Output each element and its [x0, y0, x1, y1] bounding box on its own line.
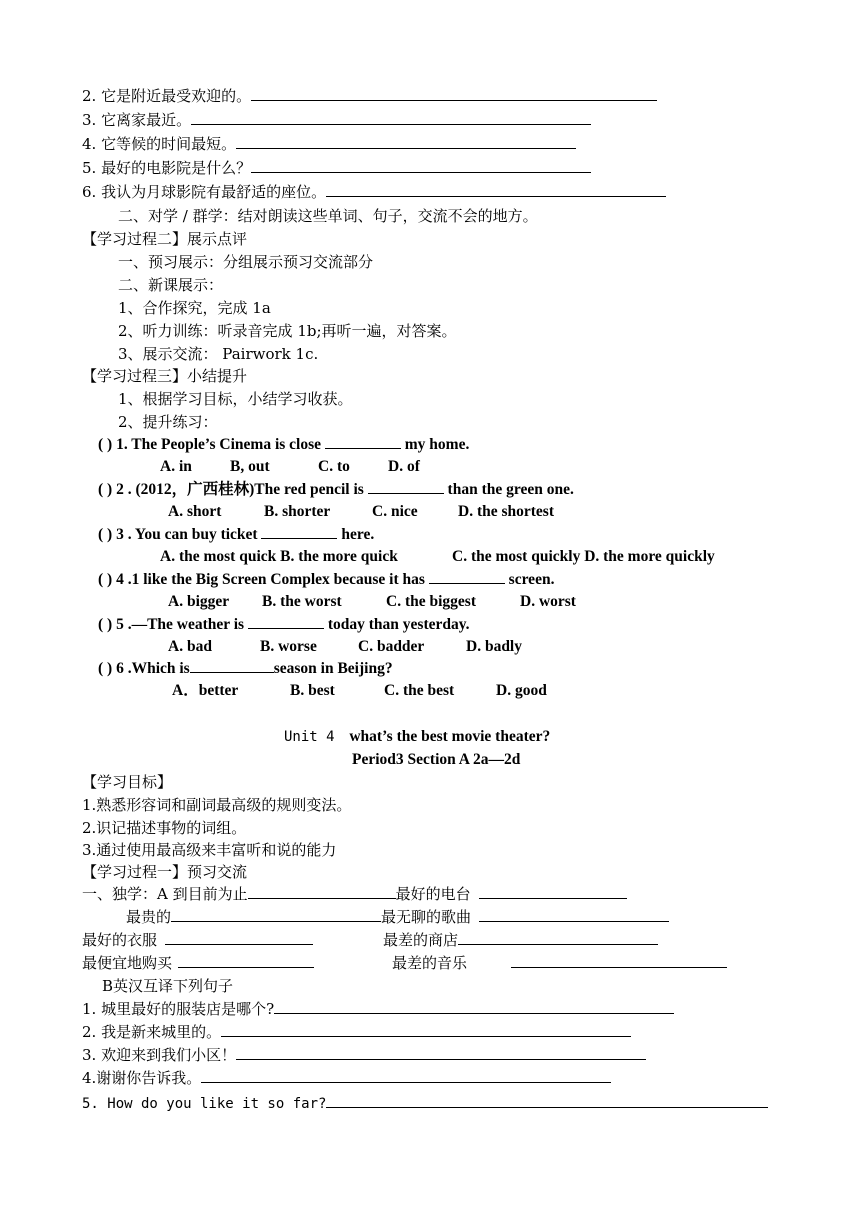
answer-blank[interactable] [511, 953, 727, 968]
sentence-text: 4.谢谢你告诉我。 [82, 1069, 202, 1087]
goals-title: 【学习目标】 [82, 773, 173, 791]
answer-blank[interactable] [236, 1045, 646, 1060]
question-2 [98, 479, 574, 500]
option-c[interactable]: C. to [318, 458, 350, 475]
unit-title: what’s the best movie theater? [349, 728, 551, 745]
answer-paren[interactable]: ( ) [98, 571, 113, 588]
question-stem: 3 . You can buy ticket [116, 526, 258, 543]
vocab-label: 一、独学：A 到目前为止 [82, 885, 248, 903]
question-6-options [172, 681, 547, 701]
option-d[interactable]: D. good [496, 682, 547, 699]
vocab-label: 最无聊的歌曲 [381, 908, 472, 926]
practice-step: 2、提升练习： [118, 413, 218, 431]
new-lesson-display: 二、新课展示： [118, 276, 224, 294]
answer-blank[interactable] [190, 658, 274, 673]
question-stem-end: my home. [404, 436, 470, 453]
unit-number: Unit 4 [284, 729, 335, 745]
sentence-line-4 [82, 134, 576, 154]
option-b[interactable]: B. best [290, 682, 335, 699]
sentence-line-6 [82, 182, 666, 202]
option-d[interactable]: D. badly [466, 638, 522, 655]
option-a-b[interactable]: A. the most quick B. the more quick [160, 548, 398, 565]
step-1c: 3、展示交流： Pairwork 1c. [118, 345, 319, 363]
answer-blank[interactable] [274, 999, 674, 1014]
answer-blank[interactable] [191, 110, 591, 125]
answer-paren[interactable]: ( ) [98, 526, 113, 543]
answer-paren[interactable]: ( ) [98, 660, 113, 677]
question-stem-end: here. [341, 526, 375, 543]
option-c[interactable]: C. nice [372, 503, 418, 520]
sentence-text: 2. 它是附近最受欢迎的。 [82, 87, 252, 105]
option-a[interactable]: A. in [160, 458, 192, 475]
option-d[interactable]: D. worst [520, 593, 576, 610]
sentence-text: 6. 我认为月球影院有最舒适的座位。 [82, 183, 327, 201]
translate-2 [82, 1022, 631, 1042]
question-stem: 1. The People’s Cinema is close [116, 436, 322, 453]
option-c[interactable]: C. the biggest [386, 593, 476, 610]
unit-heading [284, 726, 550, 747]
summary-step: 1、根据学习目标，小结学习收获。 [118, 390, 353, 408]
translate-5 [82, 1093, 768, 1114]
answer-blank[interactable] [248, 884, 396, 899]
sentence-text: 4. 它等候的时间最短。 [82, 135, 237, 153]
sentence-text: 3. 它离家最近。 [82, 111, 192, 129]
question-stem-end: today than yesterday. [327, 616, 470, 633]
option-b[interactable]: B. the worst [262, 593, 342, 610]
question-4 [98, 569, 554, 590]
option-a[interactable]: A. short [168, 503, 222, 520]
question-3-options [160, 547, 715, 567]
question-6 [98, 658, 393, 679]
question-2-options [168, 502, 554, 522]
vocab-label: 最差的音乐 [392, 954, 468, 972]
question-stem: 4 .1 like the Big Screen Complex because it has [116, 571, 425, 588]
process-two-title: 【学习过程二】展示点评 [82, 230, 248, 248]
answer-blank[interactable] [165, 930, 313, 945]
vocab-row-4 [82, 953, 727, 973]
translate-title: B英汉互译下列句子 [102, 977, 234, 995]
sentence-text: 5. How do you like it so far? [82, 1096, 327, 1112]
question-stem-end: than the green one. [447, 481, 574, 498]
answer-blank[interactable] [251, 158, 591, 173]
process-three-title: 【学习过程三】小结提升 [82, 367, 248, 385]
answer-paren[interactable]: ( ) [98, 481, 113, 498]
sentence-line-3 [82, 110, 591, 130]
answer-blank[interactable] [248, 614, 324, 629]
question-1 [98, 434, 469, 455]
vocab-label: 最贵的 [126, 908, 172, 926]
sentence-text: 1. 城里最好的服装店是哪个? [82, 1000, 275, 1018]
answer-blank[interactable] [325, 434, 401, 449]
option-d[interactable]: D. of [388, 458, 420, 475]
option-a[interactable]: A．better [172, 682, 239, 699]
answer-paren[interactable]: ( ) [98, 616, 113, 633]
question-stem-end: season in Beijing? [273, 660, 393, 677]
answer-blank[interactable] [261, 524, 337, 539]
answer-blank[interactable] [429, 569, 505, 584]
answer-blank[interactable] [368, 479, 444, 494]
goal-2: 2.识记描述事物的词组。 [82, 819, 247, 837]
vocab-row-1 [82, 884, 627, 904]
option-a[interactable]: A. bigger [168, 593, 230, 610]
answer-blank[interactable] [326, 182, 666, 197]
vocab-row-2 [126, 907, 669, 927]
vocab-label: 最好的电台 [395, 885, 471, 903]
question-5 [98, 614, 470, 635]
question-stem: 2 . (2012，广西桂林)The red pencil is [116, 481, 364, 498]
answer-blank[interactable] [201, 1068, 611, 1083]
question-3 [98, 524, 374, 545]
translate-4 [82, 1068, 611, 1088]
answer-blank[interactable] [458, 930, 658, 945]
step-1a: 1、合作探究，完成 1a [118, 299, 271, 317]
answer-blank[interactable] [251, 86, 657, 101]
sentence-text: 3. 欢迎来到我们小区！ [82, 1046, 237, 1064]
option-d[interactable]: D. the shortest [458, 503, 554, 520]
process-one-title: 【学习过程一】预习交流 [82, 863, 248, 881]
question-1-options [160, 457, 420, 477]
option-b[interactable]: B. shorter [264, 503, 331, 520]
question-4-options [168, 592, 576, 612]
goal-3: 3.通过使用最高级来丰富听和说的能力 [82, 841, 337, 859]
preview-display: 一、预习展示：分组展示预习交流部分 [118, 253, 374, 271]
sentence-line-5 [82, 158, 591, 178]
translate-3 [82, 1045, 646, 1065]
answer-blank[interactable] [479, 907, 669, 922]
answer-blank[interactable] [236, 134, 576, 149]
answer-blank[interactable] [171, 907, 381, 922]
sentence-text: 5. 最好的电影院是什么？ [82, 159, 252, 177]
option-b[interactable]: B. worse [260, 638, 317, 655]
goal-1: 1.熟悉形容词和副词最高级的规则变法。 [82, 796, 352, 814]
group-study-line: 二、对学 / 群学：结对朗读这些单词、句子，交流不会的地方。 [118, 207, 538, 225]
answer-blank[interactable] [326, 1093, 768, 1108]
option-c[interactable]: C. the best [384, 682, 455, 699]
question-5-options [168, 637, 522, 657]
period-heading: Period3 Section A 2a—2d [352, 751, 521, 768]
vocab-row-3 [82, 930, 658, 950]
step-1b: 2、听力训练：听录音完成 1b;再听一遍，对答案。 [118, 322, 457, 340]
sentence-line-2 [82, 86, 657, 106]
translate-1 [82, 999, 674, 1019]
option-a[interactable]: A. bad [168, 638, 212, 655]
option-b[interactable]: B, out [230, 458, 270, 475]
answer-blank[interactable] [479, 884, 627, 899]
question-stem: 6 .Which is [116, 660, 190, 677]
answer-blank[interactable] [221, 1022, 631, 1037]
sentence-text: 2. 我是新来城里的。 [82, 1023, 222, 1041]
vocab-label: 最差的商店 [383, 931, 459, 949]
option-c[interactable]: C. badder [358, 638, 425, 655]
question-stem-end: screen. [508, 571, 555, 588]
vocab-label: 最便宜地购买 [82, 954, 173, 972]
vocab-label: 最好的衣服 [82, 931, 158, 949]
option-c-d[interactable]: C. the most quickly D. the more quickly [452, 548, 715, 565]
answer-blank[interactable] [178, 953, 314, 968]
answer-paren[interactable]: ( ) [98, 436, 113, 453]
question-stem: 5 .—The weather is [116, 616, 245, 633]
